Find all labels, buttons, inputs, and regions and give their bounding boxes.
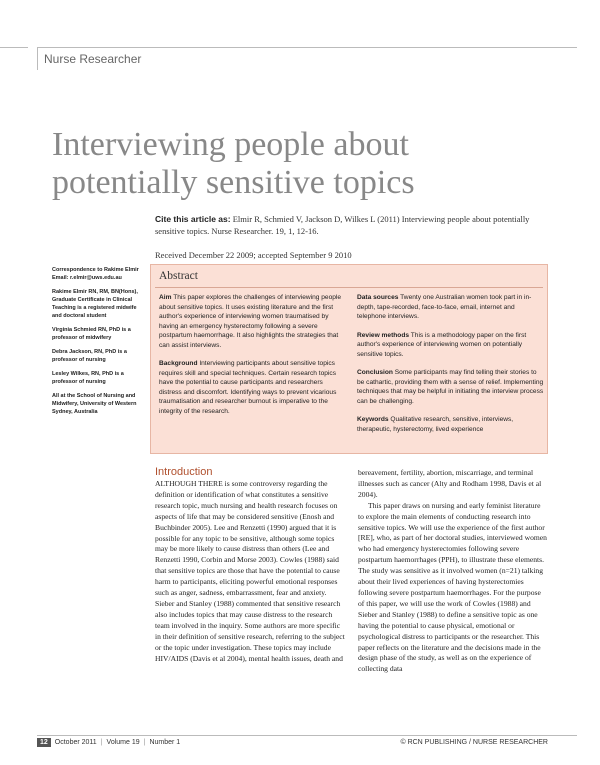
keywords-text: Qualitative research, sensitive, interviews, therapeutic, hysterectomy, lived experience bbox=[357, 416, 514, 433]
publisher: © RCN PUBLISHING / NURSE RESEARCHER bbox=[400, 739, 548, 746]
abstract-background bbox=[159, 359, 347, 416]
body-column-left bbox=[155, 479, 345, 664]
volume: Volume 19 bbox=[106, 739, 140, 746]
body-paragraph: This paper draws on nursing and early feminist literature to explore the main elements of conducting research into sensitive topics. We will use the experience of the first author [RE], who, as part of her doctoral studies, interviewed women who had emergency hysterectomies following severe postpartum haemorrhages (PPH), to illustrate these elements. The study was sensitive as it involved women (n=21) talking about their lived experiences of having hysterectomies following severe postpartum haemorrhages. For the purpose of this paper, we will use the work of Cowles (1988) and Sieber and Stanley (1988) to define a sensitive topic as one having the potential to cause physical, emotional or psychological distress to participants or the researcher. This paper reflects on the literature and the decisions made in the design phase of the study, as well as on the experience of collecting data bbox=[358, 500, 547, 674]
review-methods-label: Review methods bbox=[357, 331, 410, 339]
received-dates: Received December 22 2009; accepted September 9 2010 bbox=[155, 250, 352, 260]
aim-label: Aim bbox=[159, 294, 172, 301]
review-methods-text: This is a methodology paper on the first author's experience of interviewing women on potentially sensitive topics. bbox=[357, 331, 527, 358]
citation bbox=[155, 213, 545, 237]
author-bio: Rakime Elmir RN, RM, BN(Hons), Graduate Certificate in Clinical Teaching is a registered midwife and doctoral student bbox=[52, 289, 138, 319]
abstract-data-sources bbox=[357, 293, 545, 322]
journal-name: Nurse Researcher bbox=[44, 52, 142, 66]
body-paragraph: bereavement, fertility, abortion, miscarriage, and terminal illnesses such as cancer (Alty and Rodham 1998, Davis et al 2004). bbox=[358, 468, 542, 499]
affiliation: All at the School of Nursing and Midwifery, University of Western Sydney, Australia bbox=[52, 393, 137, 415]
author-sidebar bbox=[52, 266, 147, 422]
data-sources-label: Data sources bbox=[357, 294, 399, 301]
aim-text: This paper explores the challenges of interviewing people about sensitive topics. It uses existing literature and the first author's experience of interviewing women traumatised by having an emergency hysterectomy following a severe postpartum haemorrhage. It also highlights the strategies that can assist interviews. bbox=[159, 294, 342, 349]
introduction-heading: Introduction bbox=[155, 466, 213, 478]
separator: | bbox=[100, 739, 103, 746]
abstract-right-column bbox=[357, 293, 545, 443]
background-text: Interviewing participants about sensitive topics requires skill and special techniques. Certain research topics have the potential to cause participants and researchers distress and discomfort. Identifying ways to prevent vicarious traumatisation and researcher burnout is imperative to the integrity of the research. bbox=[159, 360, 337, 415]
abstract-box bbox=[150, 264, 548, 454]
abstract-review-methods bbox=[357, 331, 545, 360]
page-number: 12 bbox=[37, 738, 51, 747]
issue-date: October 2011 bbox=[54, 739, 97, 746]
conclusion-text: Some participants may find telling their stories to be cathartic, providing them with a sense of relief. Implementing techniques that may be helpful in initiating the interview process can be challenging. bbox=[357, 369, 544, 405]
abstract-keywords bbox=[357, 415, 545, 434]
author-bio: Virginia Schmied RN, PhD is a professor of midwifery bbox=[52, 327, 131, 341]
background-label: Background bbox=[159, 360, 198, 367]
header-rule-left bbox=[0, 47, 28, 48]
abstract-conclusion bbox=[357, 368, 545, 406]
conclusion-label: Conclusion bbox=[357, 369, 393, 376]
author-bio: Lesley Wilkes, RN, PhD is a professor of nursing bbox=[52, 371, 124, 385]
author-bio: Debra Jackson, RN, PhD is a professor of nursing bbox=[52, 349, 127, 363]
abstract-aim bbox=[159, 293, 347, 350]
abstract-divider bbox=[155, 287, 543, 288]
article-title: Interviewing people about potentially sensitive topics bbox=[52, 126, 415, 201]
footer-issue-info bbox=[37, 738, 180, 747]
issue-number: Number 1 bbox=[149, 739, 181, 746]
cite-label: Cite this article as: bbox=[155, 214, 231, 224]
footer-rule bbox=[37, 735, 577, 736]
abstract-left-column bbox=[159, 293, 347, 425]
abstract-title: Abstract bbox=[159, 270, 198, 282]
keywords-label: Keywords bbox=[357, 416, 389, 423]
body-column-right bbox=[358, 468, 548, 675]
data-sources-text: Twenty one Australian women took part in in-depth, tape-recorded, face-to-face, email, internet and telephone interviews. bbox=[357, 294, 532, 320]
separator: | bbox=[143, 739, 146, 746]
body-paragraph: ALTHOUGH THERE is some controversy regarding the definition or identification of what constitutes a sensitive research topic, much nursing and health research focuses on aspects of life that may be considered sensitive (Enosh and Buchbinder 2005). Lee and Renzetti (1990) argued that it is possible for any topic to be sensitive, although some topics may be more likely to cause distress than others (Lee and Renzetti 1990, Corbin and Morse 2003). Cowles (1988) said that sensitive topics are those that have the potential to cause harm to participants, eliciting powerful emotional responses such as anger, sadness, embarrassment, fear and anxiety. Sieber and Stanley (1988) commented that sensitive research also includes topics that may cause distress to the research team involved in the inquiry. Some authors are more specific in their definition of sensitive research, referring to the subject or the topic under investigation. These topics may include HIV/AIDS (Davis et al 2004), mental health issues, death and bbox=[155, 479, 345, 663]
correspondence: Correspondence to Rakime Elmir Email: r.elmir@uws.edu.au bbox=[52, 267, 139, 281]
cite-text: Elmir R, Schmied V, Jackson D, Wilkes L (2011) Interviewing people about potentially sensitive topics. Nurse Researcher. 19, 1, 12-16. bbox=[155, 214, 530, 236]
